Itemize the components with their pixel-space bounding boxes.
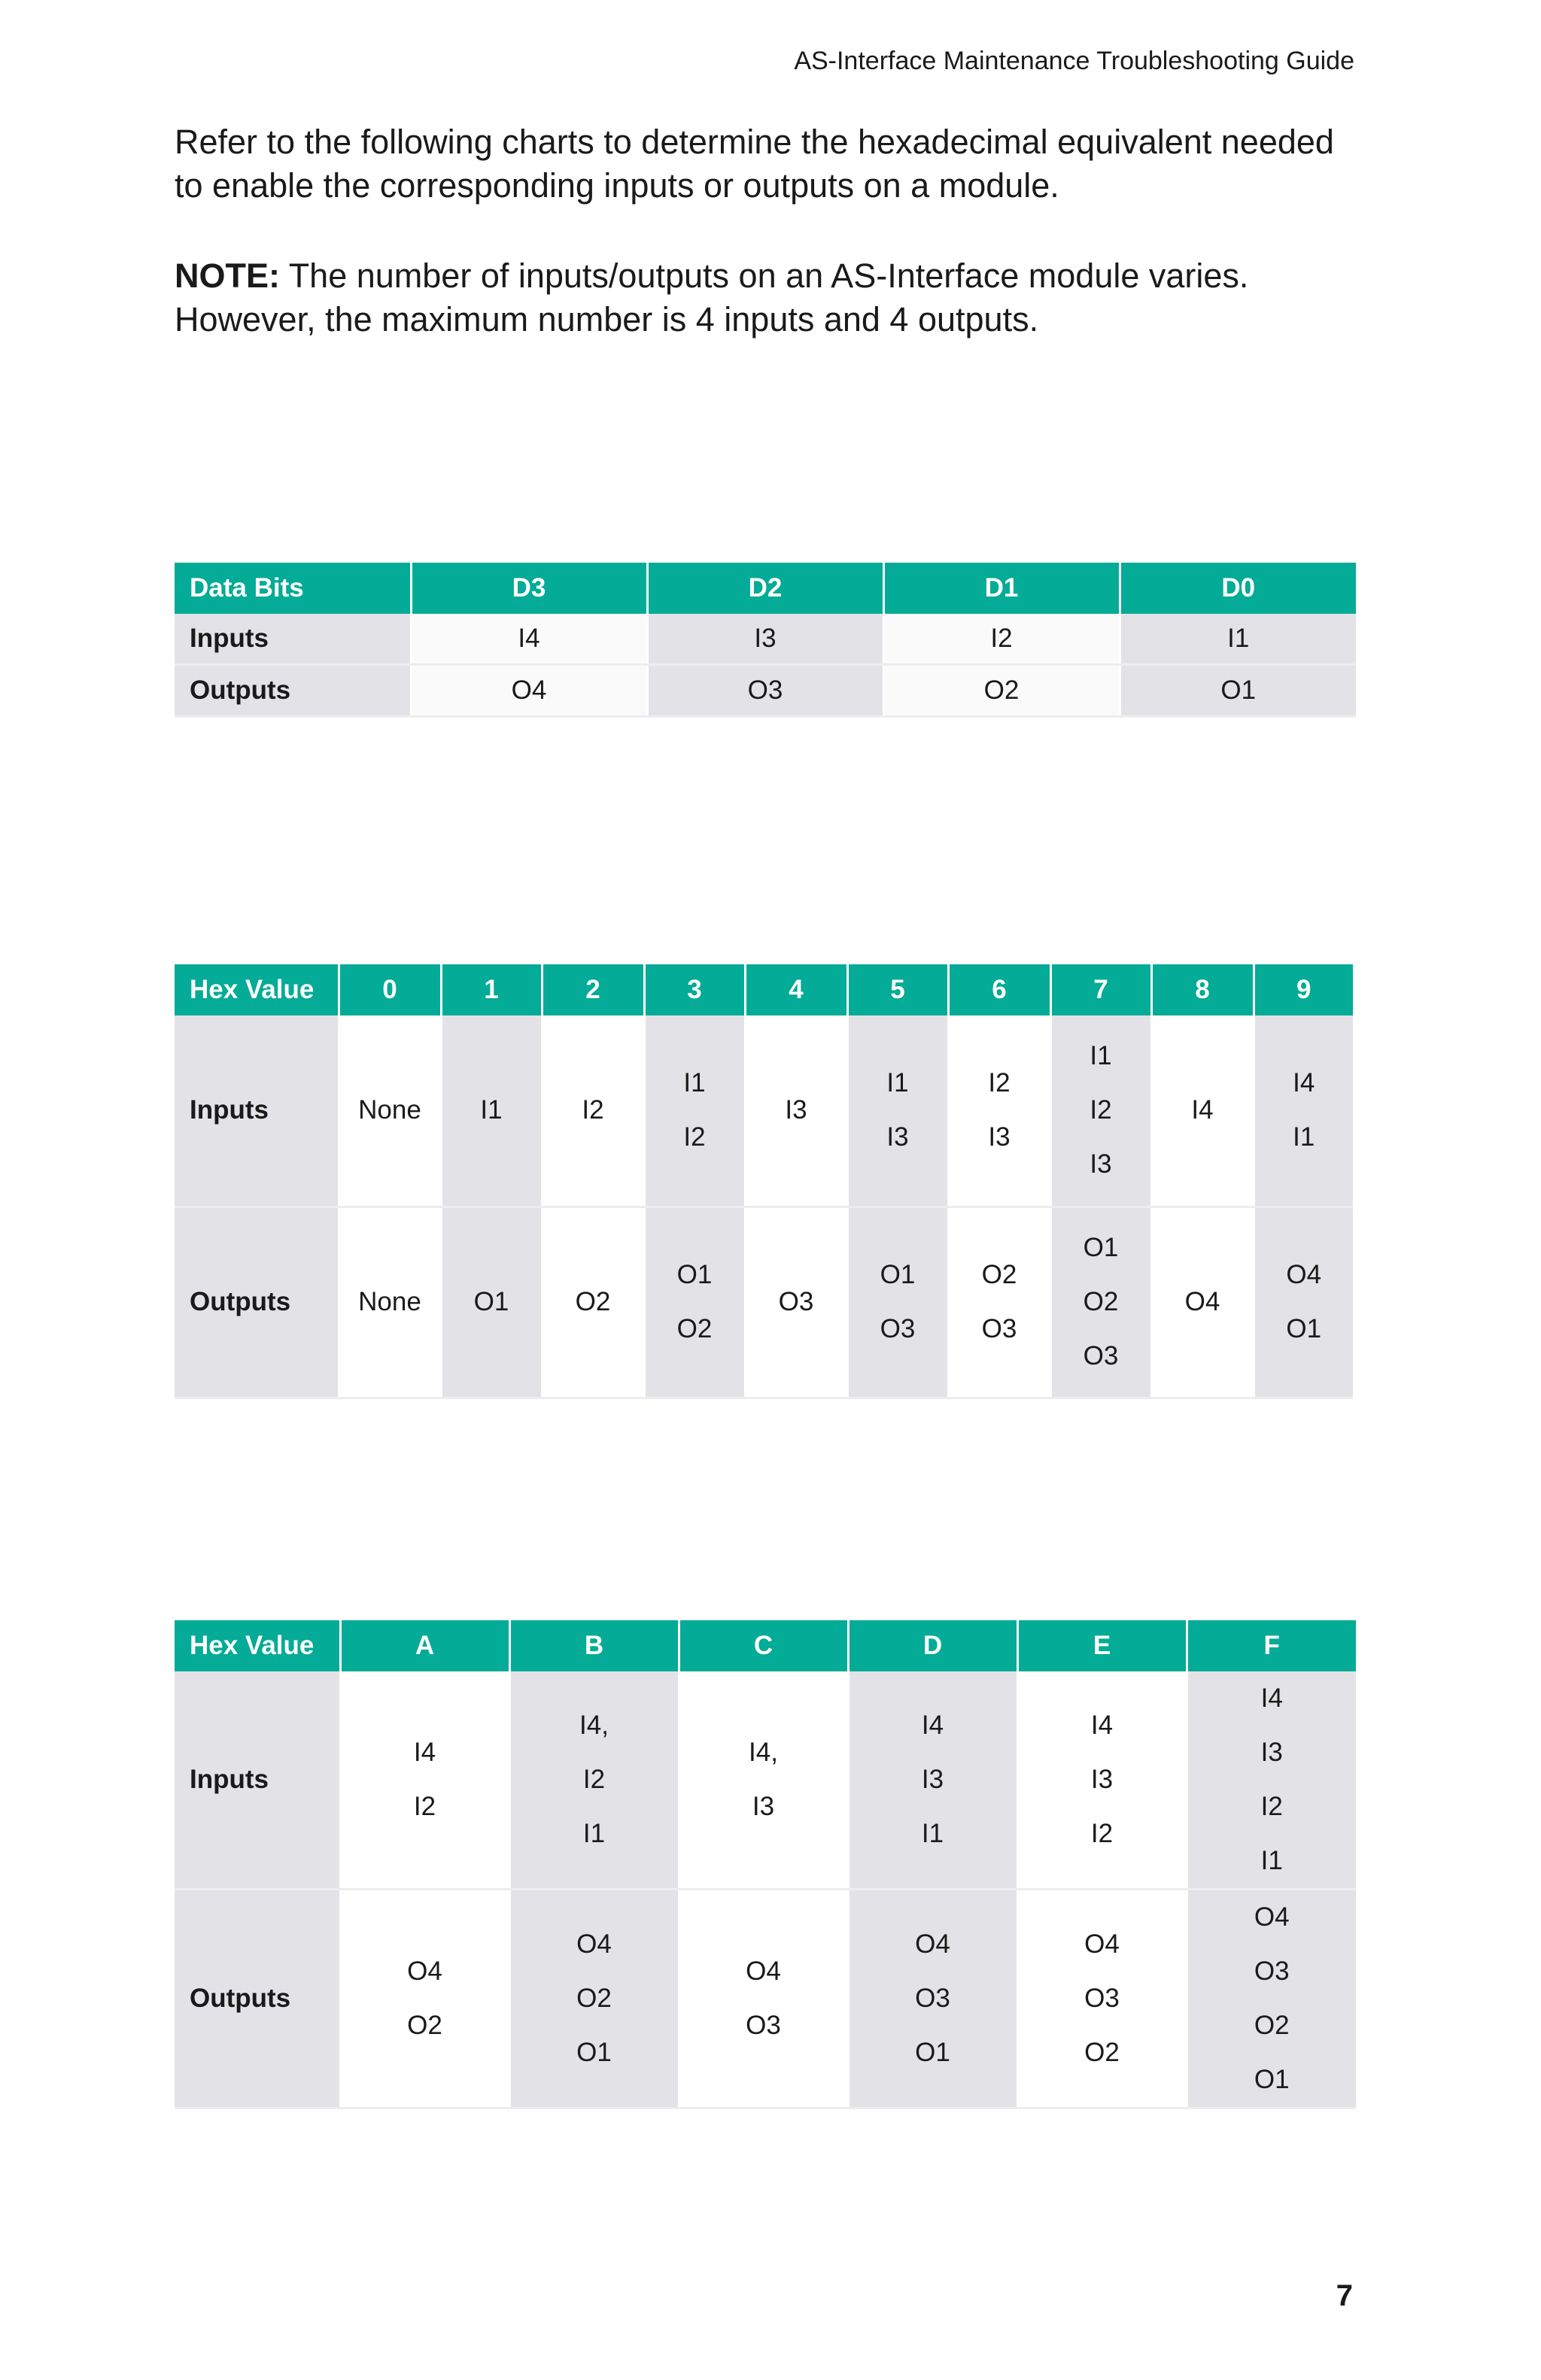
header-cell: Data Bits	[175, 563, 411, 614]
table-cell	[679, 1671, 848, 1890]
header-cell: 9	[1254, 964, 1353, 1015]
row-label: Outputs	[175, 1207, 339, 1398]
header-cell: D1	[883, 563, 1120, 614]
table-row	[175, 1015, 1353, 1207]
cell-item: O2	[407, 2011, 442, 2040]
cell-item: O1	[880, 1260, 916, 1289]
row-label: Inputs	[175, 1671, 340, 1890]
cell-item: O3	[746, 2011, 781, 2040]
cell-item: I4,	[749, 1738, 778, 1767]
hex-table-a-f	[175, 1620, 1356, 2109]
cell-item: I4	[1293, 1068, 1315, 1098]
header-cell: D3	[411, 563, 647, 614]
header-cell: 2	[542, 964, 644, 1015]
header-cell: A	[340, 1620, 509, 1671]
header-cell: E	[1017, 1620, 1187, 1671]
row-label: Inputs	[175, 1015, 339, 1207]
table-cell	[1187, 1671, 1356, 1890]
table-cell: I1	[1120, 614, 1356, 665]
table-cell	[644, 1015, 745, 1207]
header-cell: B	[509, 1620, 679, 1671]
cell-item: O4	[407, 1957, 442, 1986]
table-cell: I3	[647, 614, 883, 665]
table-cell	[1151, 1015, 1254, 1207]
cell-item: I2	[1260, 1792, 1283, 1821]
table-cell	[948, 1207, 1050, 1398]
cell-item: I2	[1090, 1095, 1112, 1125]
cell-item: O4	[1286, 1260, 1322, 1289]
cell-item: I4	[921, 1711, 944, 1740]
cell-item: I3	[1090, 1149, 1112, 1179]
table-cell: I4	[411, 614, 647, 665]
cell-item: I3	[785, 1095, 807, 1125]
cell-item: I1	[582, 1819, 606, 1848]
table-cell	[1017, 1890, 1187, 2108]
table-cell	[339, 1207, 441, 1398]
table-cell	[339, 1015, 441, 1207]
cell-item: O2	[576, 1984, 612, 2013]
table-row	[175, 1671, 1356, 1890]
table-header-row	[175, 563, 1356, 614]
table-cell	[441, 1207, 542, 1398]
cell-item: O4	[576, 1929, 612, 1959]
cell-item: O2	[981, 1260, 1017, 1289]
cell-item: I4	[1260, 1683, 1283, 1713]
cell-item: O1	[576, 2038, 612, 2067]
header-cell: 1	[441, 964, 542, 1015]
table-row	[175, 665, 1356, 717]
cell-item: I4	[413, 1738, 436, 1767]
table-cell	[509, 1671, 679, 1890]
cell-item: I1	[1260, 1846, 1283, 1875]
table-cell	[644, 1207, 745, 1398]
header-cell: Hex Value	[175, 1620, 340, 1671]
cell-item: I3	[921, 1765, 944, 1794]
header-cell: D	[848, 1620, 1017, 1671]
header-cell: D0	[1120, 563, 1356, 614]
cell-item: O4	[915, 1929, 950, 1959]
table-cell: O1	[1120, 665, 1356, 717]
cell-item: I4	[1191, 1095, 1214, 1125]
header-cell: F	[1187, 1620, 1356, 1671]
table-cell	[848, 1671, 1017, 1890]
table-cell	[1187, 1890, 1356, 2108]
table-cell	[679, 1890, 848, 2108]
running-header: AS-Interface Maintenance Troubleshooting Guide	[794, 47, 1354, 75]
table-cell: O3	[647, 665, 883, 717]
table-cell	[948, 1015, 1050, 1207]
cell-item: O4	[746, 1957, 781, 1986]
cell-item: O4	[1184, 1287, 1220, 1316]
cell-item: O3	[880, 1314, 916, 1343]
cell-item: O3	[915, 1984, 950, 2013]
cell-item: O3	[1254, 1957, 1290, 1986]
table-cell: O4	[411, 665, 647, 717]
table-cell	[745, 1207, 847, 1398]
header-cell: Hex Value	[175, 964, 339, 1015]
cell-item: O1	[1286, 1314, 1322, 1343]
cell-item: I2	[582, 1095, 604, 1125]
cell-item: I2	[413, 1792, 436, 1821]
header-cell: 3	[644, 964, 745, 1015]
cell-item: I4,	[579, 1711, 609, 1740]
data-bits-table	[175, 563, 1356, 718]
cell-item: I3	[1090, 1765, 1114, 1794]
table-row	[175, 1207, 1353, 1398]
note-paragraph	[175, 254, 1363, 342]
cell-item: I1	[886, 1068, 909, 1098]
table-header-row	[175, 1620, 1356, 1671]
note-text: The number of inputs/outputs on an AS-Interface module varies. However, the maximum number is 4 inputs and 4 outputs.	[175, 257, 1249, 338]
page-number: 7	[1336, 2279, 1353, 2312]
intro-text	[175, 120, 1363, 342]
cell-item: O1	[1083, 1233, 1119, 1262]
table-cell	[340, 1671, 509, 1890]
table-cell	[340, 1890, 509, 2108]
header-cell: 0	[339, 964, 441, 1015]
cell-item: O2	[1084, 2038, 1120, 2067]
cell-item: I2	[988, 1068, 1011, 1098]
cell-item: None	[358, 1095, 421, 1125]
row-label: Inputs	[175, 614, 411, 665]
cell-item: I1	[1090, 1041, 1112, 1071]
header-cell: C	[679, 1620, 848, 1671]
cell-item: O3	[778, 1287, 814, 1316]
header-cell: 8	[1151, 964, 1254, 1015]
table-cell: O2	[883, 665, 1120, 717]
cell-item: O2	[1083, 1287, 1119, 1316]
cell-item: O1	[1254, 2065, 1290, 2094]
cell-item: I3	[886, 1122, 909, 1152]
cell-item: I3	[1260, 1738, 1283, 1767]
header-cell: 5	[847, 964, 948, 1015]
table-cell	[1050, 1015, 1151, 1207]
cell-item: O2	[1254, 2011, 1290, 2040]
header-cell: 7	[1050, 964, 1151, 1015]
table-header-row	[175, 964, 1353, 1015]
cell-item: O1	[473, 1287, 509, 1316]
cell-item: I3	[752, 1792, 775, 1821]
row-label: Outputs	[175, 665, 411, 717]
table-cell	[745, 1015, 847, 1207]
header-cell: 6	[948, 964, 1050, 1015]
cell-item: I3	[988, 1122, 1011, 1152]
cell-item: I1	[1293, 1122, 1315, 1152]
cell-item: O3	[1083, 1341, 1119, 1371]
table-cell	[441, 1015, 542, 1207]
cell-item: O2	[676, 1314, 713, 1343]
header-cell: D2	[647, 563, 883, 614]
table-cell	[509, 1890, 679, 2108]
intro-paragraph: Refer to the following charts to determine the hexadecimal equivalent needed to enable the corresponding inputs or outputs on a module.	[175, 123, 1334, 205]
table-cell	[847, 1015, 948, 1207]
cell-item: O3	[981, 1314, 1017, 1343]
table-cell	[848, 1890, 1017, 2108]
cell-item: O1	[915, 2038, 950, 2067]
cell-item: I1	[683, 1068, 706, 1098]
cell-item: I4	[1090, 1711, 1114, 1740]
cell-item: O2	[575, 1287, 611, 1316]
table-cell	[1254, 1015, 1353, 1207]
cell-item: I2	[1090, 1819, 1114, 1848]
table-cell	[1151, 1207, 1254, 1398]
row-label: Outputs	[175, 1890, 340, 2108]
table-cell	[847, 1207, 948, 1398]
note-label: NOTE:	[175, 257, 280, 295]
table-row	[175, 614, 1356, 665]
cell-item: I2	[683, 1122, 706, 1152]
table-cell	[542, 1207, 644, 1398]
cell-item: I1	[921, 1819, 944, 1848]
hex-table-0-9	[175, 964, 1353, 1399]
cell-item: None	[358, 1287, 421, 1316]
cell-item: O3	[1084, 1984, 1120, 2013]
cell-item: O4	[1084, 1929, 1120, 1959]
table-cell	[542, 1015, 644, 1207]
table-cell	[1254, 1207, 1353, 1398]
table-cell: I2	[883, 614, 1120, 665]
header-cell: 4	[745, 964, 847, 1015]
table-row	[175, 1890, 1356, 2108]
table-cell	[1050, 1207, 1151, 1398]
table-cell	[1017, 1671, 1187, 1890]
cell-item: O1	[676, 1260, 713, 1289]
cell-item: O4	[1254, 1902, 1290, 1932]
cell-item: I2	[582, 1765, 606, 1794]
cell-item: I1	[480, 1095, 503, 1125]
